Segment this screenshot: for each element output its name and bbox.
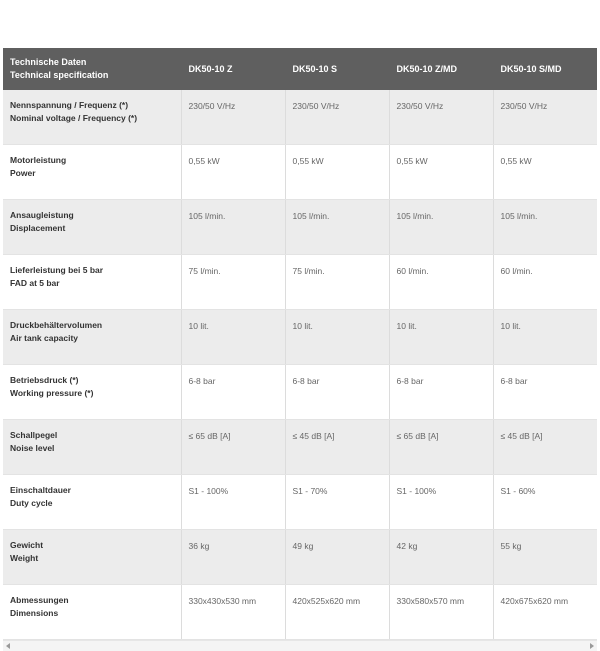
- table-row: [3, 420, 597, 475]
- spec-label-de: Abmessungen: [10, 595, 69, 605]
- spec-value-cell: 10 lit.: [389, 310, 493, 365]
- spec-value-cell: 6-8 bar: [389, 365, 493, 420]
- spec-label-en: FAD at 5 bar: [10, 278, 60, 288]
- table-row: [3, 475, 597, 530]
- scroll-right-icon[interactable]: [590, 643, 594, 649]
- column-header-model: DK50-10 S: [285, 48, 389, 90]
- spec-label-en: Air tank capacity: [10, 333, 79, 343]
- spec-value-cell: ≤ 45 dB [A]: [493, 420, 597, 475]
- spec-label-cell: [3, 200, 181, 255]
- spec-label-cell: [3, 475, 181, 530]
- spec-label-de: Einschaltdauer: [10, 485, 71, 495]
- spec-value-cell: 105 l/min.: [181, 200, 285, 255]
- horizontal-scrollbar[interactable]: [3, 640, 597, 651]
- spec-value-cell: 420x675x620 mm: [493, 585, 597, 640]
- spec-value-cell: 230/50 V/Hz: [389, 90, 493, 145]
- spec-label-de: Gewicht: [10, 540, 44, 550]
- spec-label-de: Schallpegel: [10, 430, 58, 440]
- header-title-en: Technical specification: [10, 70, 109, 80]
- spec-value-cell: 0,55 kW: [493, 145, 597, 200]
- spec-label-cell: [3, 310, 181, 365]
- spec-label-cell: [3, 255, 181, 310]
- spec-value-cell: 0,55 kW: [285, 145, 389, 200]
- spec-label-de: Lieferleistung bei 5 bar: [10, 265, 104, 275]
- table-row: [3, 365, 597, 420]
- table-row: [3, 530, 597, 585]
- spec-value-cell: 6-8 bar: [181, 365, 285, 420]
- spec-value-cell: 6-8 bar: [285, 365, 389, 420]
- spec-label-de: Ansaugleistung: [10, 210, 74, 220]
- table-row: [3, 145, 597, 200]
- spec-value-cell: ≤ 65 dB [A]: [181, 420, 285, 475]
- spec-value-cell: 230/50 V/Hz: [181, 90, 285, 145]
- spec-label-en: Working pressure (*): [10, 388, 94, 398]
- spec-value-cell: 60 l/min.: [389, 255, 493, 310]
- spec-value-cell: 42 kg: [389, 530, 493, 585]
- spec-label-en: Displacement: [10, 223, 66, 233]
- header-title-cell: [3, 48, 181, 90]
- spec-value-cell: 75 l/min.: [285, 255, 389, 310]
- spec-value-cell: 36 kg: [181, 530, 285, 585]
- spec-label-en: Noise level: [10, 443, 55, 453]
- spec-label-de: Motorleistung: [10, 155, 67, 165]
- column-header-model: DK50-10 S/MD: [493, 48, 597, 90]
- spec-label-en: Power: [10, 168, 36, 178]
- spec-value-cell: S1 - 70%: [285, 475, 389, 530]
- spec-value-cell: 105 l/min.: [493, 200, 597, 255]
- table-row: [3, 310, 597, 365]
- spec-value-cell: 105 l/min.: [285, 200, 389, 255]
- table-row: [3, 200, 597, 255]
- column-header-model: DK50-10 Z: [181, 48, 285, 90]
- spec-label-en: Nominal voltage / Frequency (*): [10, 113, 138, 123]
- table-body: [3, 90, 597, 640]
- spec-value-cell: 230/50 V/Hz: [493, 90, 597, 145]
- table-row: [3, 90, 597, 145]
- spec-label-cell: [3, 585, 181, 640]
- spec-value-cell: ≤ 45 dB [A]: [285, 420, 389, 475]
- table-header-row: [3, 48, 597, 90]
- spec-value-cell: S1 - 100%: [389, 475, 493, 530]
- spec-value-cell: S1 - 60%: [493, 475, 597, 530]
- spec-label-en: Dimensions: [10, 608, 59, 618]
- spec-label-cell: [3, 365, 181, 420]
- spec-value-cell: 230/50 V/Hz: [285, 90, 389, 145]
- spec-value-cell: 10 lit.: [181, 310, 285, 365]
- spec-label-en: Weight: [10, 553, 39, 563]
- table-row: [3, 255, 597, 310]
- spec-label-cell: [3, 530, 181, 585]
- spec-value-cell: 60 l/min.: [493, 255, 597, 310]
- spec-value-cell: 10 lit.: [493, 310, 597, 365]
- spec-value-cell: 0,55 kW: [181, 145, 285, 200]
- spec-label-en: Duty cycle: [10, 498, 53, 508]
- spec-table-container: [3, 48, 597, 651]
- spec-value-cell: 55 kg: [493, 530, 597, 585]
- spec-label-de: Betriebsdruck (*): [10, 375, 79, 385]
- spec-label-de: Druckbehältervolumen: [10, 320, 103, 330]
- spec-value-cell: 330x430x530 mm: [181, 585, 285, 640]
- spec-value-cell: ≤ 65 dB [A]: [389, 420, 493, 475]
- spec-table: [3, 48, 597, 640]
- header-title-de: Technische Daten: [10, 57, 87, 67]
- spec-value-cell: 75 l/min.: [181, 255, 285, 310]
- spec-label-cell: [3, 420, 181, 475]
- spec-value-cell: S1 - 100%: [181, 475, 285, 530]
- spec-value-cell: 0,55 kW: [389, 145, 493, 200]
- spec-value-cell: 6-8 bar: [493, 365, 597, 420]
- spec-value-cell: 105 l/min.: [389, 200, 493, 255]
- scroll-left-icon[interactable]: [6, 643, 10, 649]
- spec-value-cell: 49 kg: [285, 530, 389, 585]
- spec-label-cell: [3, 145, 181, 200]
- spec-value-cell: 420x525x620 mm: [285, 585, 389, 640]
- spec-label-de: Nennspannung / Frequenz (*): [10, 100, 129, 110]
- spec-value-cell: 330x580x570 mm: [389, 585, 493, 640]
- table-row: [3, 585, 597, 640]
- spec-label-cell: [3, 90, 181, 145]
- spec-value-cell: 10 lit.: [285, 310, 389, 365]
- column-header-model: DK50-10 Z/MD: [389, 48, 493, 90]
